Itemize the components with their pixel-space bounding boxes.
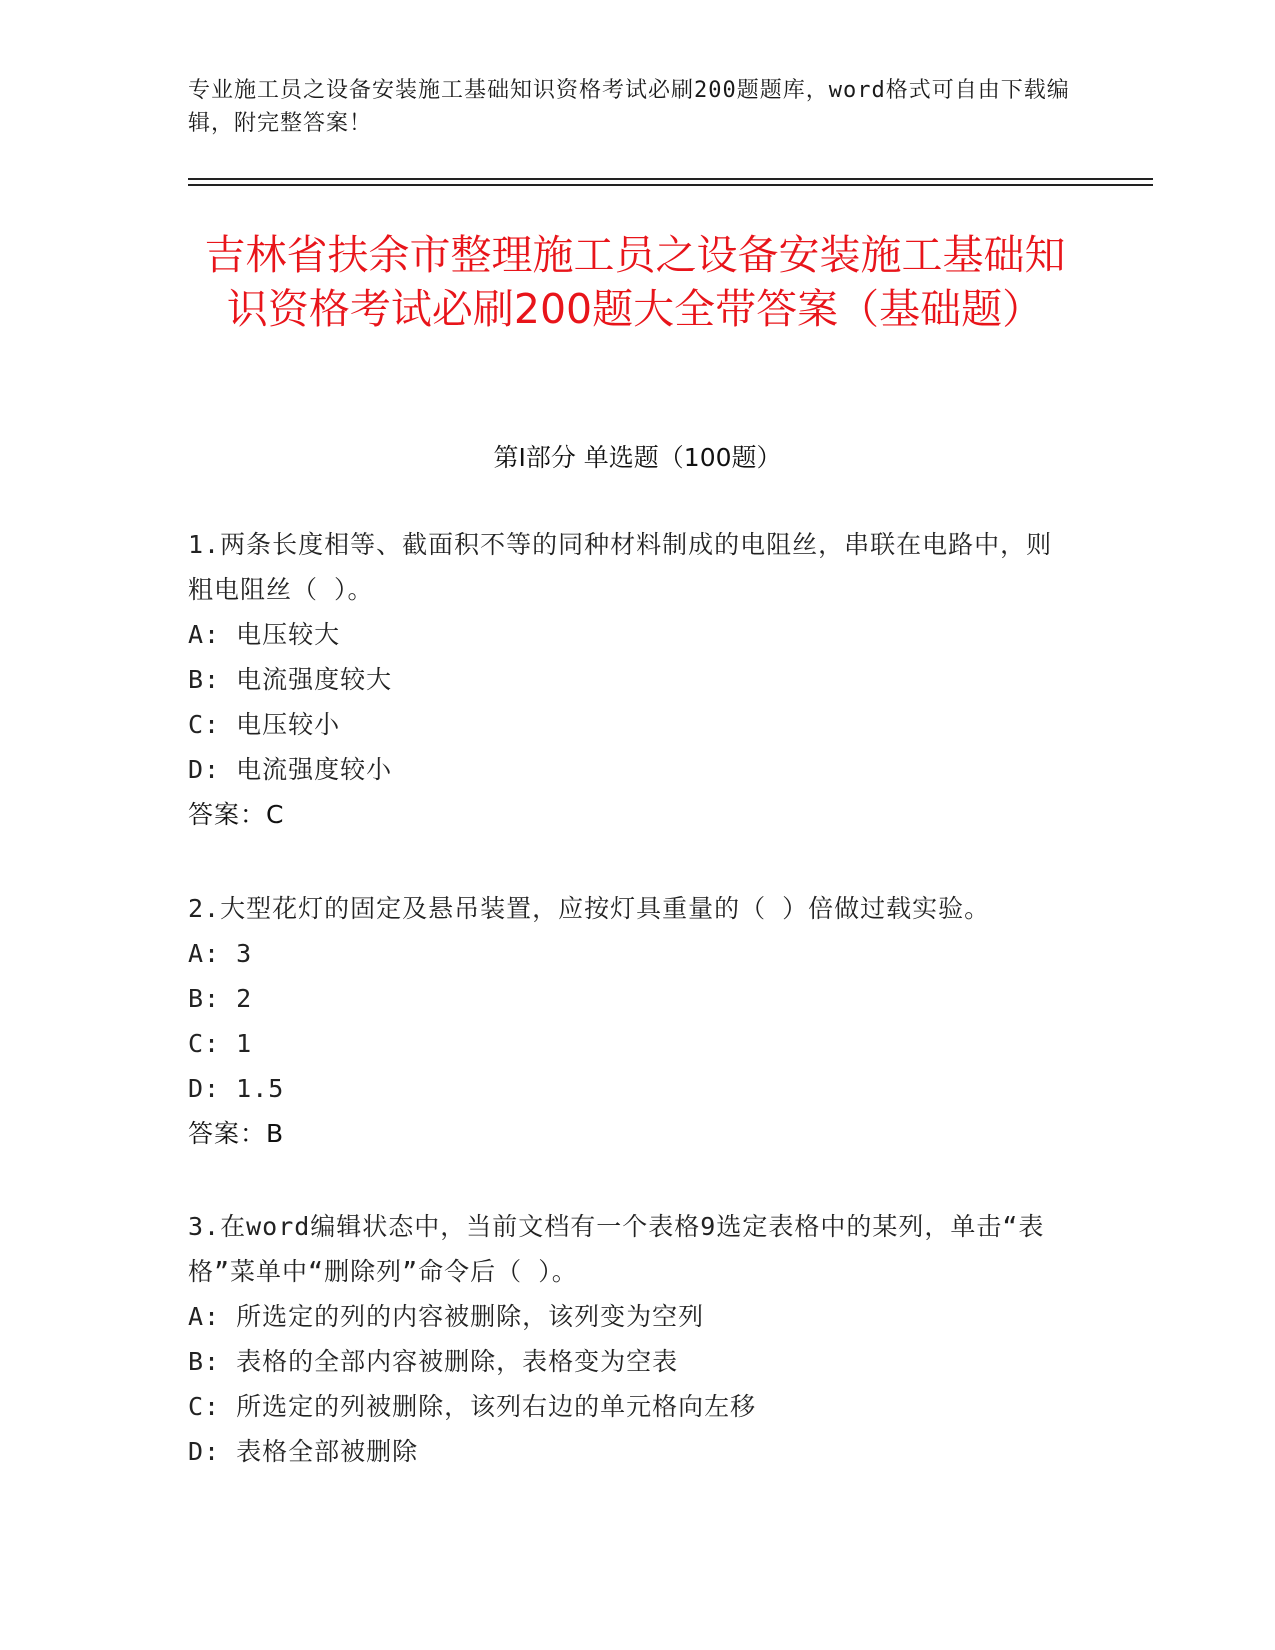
question-3 bbox=[188, 1204, 1078, 1474]
option-b: B: 电流强度较大 bbox=[188, 665, 393, 694]
option-d: D: 表格全部被删除 bbox=[188, 1437, 419, 1466]
option-d: D: 1.5 bbox=[188, 1074, 285, 1103]
option-b: B: 表格的全部内容被删除，表格变为空表 bbox=[188, 1347, 679, 1376]
option-b: B: 2 bbox=[188, 984, 253, 1013]
answer-line: 答案：C bbox=[188, 800, 285, 829]
option-a: A: 3 bbox=[188, 939, 253, 968]
question-stem: 1.两条长度相等、截面积不等的同种材料制成的电阻丝，串联在电路中，则粗电阻丝（ ）。 bbox=[188, 530, 1053, 604]
question-stem: 2.大型花灯的固定及悬吊装置，应按灯具重量的（ ）倍做过载实验。 bbox=[188, 894, 991, 923]
question-2 bbox=[188, 886, 1078, 1156]
header-note: 专业施工员之设备安装施工基础知识资格考试必刷200题题库，word格式可自由下载编辑，附完整答案！ bbox=[188, 78, 1070, 136]
option-c: C: 电压较小 bbox=[188, 710, 341, 739]
option-a: A: 电压较大 bbox=[188, 620, 341, 649]
header-rule-top bbox=[188, 178, 1153, 180]
answer-line: 答案：B bbox=[188, 1119, 285, 1148]
document-title: 吉林省扶余市整理施工员之设备安装施工基础知识资格考试必刷200题大全带答案（基础题） bbox=[204, 231, 1066, 333]
option-c: C: 1 bbox=[188, 1029, 253, 1058]
header-rule-bottom bbox=[188, 184, 1153, 186]
option-d: D: 电流强度较小 bbox=[188, 755, 393, 784]
section-heading: 第Ⅰ部分 单选题（100题） bbox=[493, 443, 782, 472]
question-1 bbox=[188, 522, 1078, 837]
question-stem: 3.在word编辑状态中，当前文档有一个表格9选定表格中的某列，单击“表格”菜单中“删除列”命令后（ ）。 bbox=[188, 1212, 1045, 1286]
option-a: A: 所选定的列的内容被删除，该列变为空列 bbox=[188, 1302, 705, 1331]
option-c: C: 所选定的列被删除，该列右边的单元格向左移 bbox=[188, 1392, 757, 1421]
